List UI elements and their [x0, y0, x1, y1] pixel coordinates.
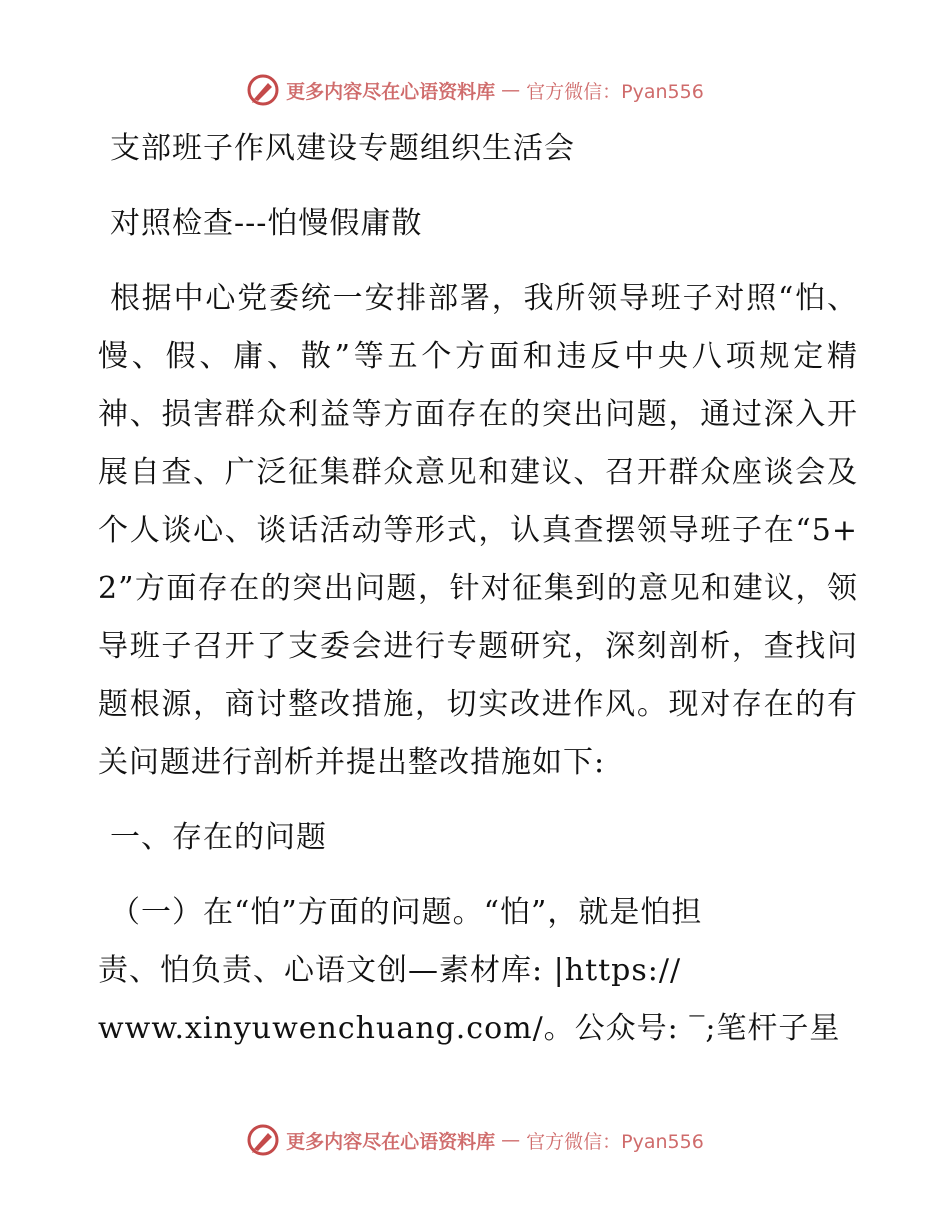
- subsection-line: 责、怕负责、心语文创—素材库: |https://: [98, 953, 682, 988]
- section-heading: 一、存在的问题: [110, 820, 327, 855]
- footer-banner-wechat: 官方微信：Pyan556: [526, 1130, 704, 1153]
- subsection-line: （一）在“怕”方面的问题。“怕”，就是怕担: [110, 895, 703, 930]
- document-body: [98, 120, 858, 1058]
- footer-watermark-banner: [0, 1120, 950, 1160]
- header-banner-separator: —: [501, 79, 521, 101]
- intro-paragraph: 根据中心党委统一安排部署，我所领导班子对照“怕、慢、假、庸、散”等五个方面和违反中央八项规定精神、损害群众利益等方面存在的突出问题，通过深入开展自查、广泛征集群众意见和建议、召开群众座谈会及个人谈心、谈话活动等形式，认真查摆领导班子在“5+2”方面存在的突出问题，针对征集到的意见和建议，领导班子召开了支委会进行专题研究，深刻剖析，查找问题根源，商讨整改措施，切实改进作风。现对存在的有关问题进行剖析并提出整改措施如下:: [98, 281, 858, 780]
- header-watermark-banner: [0, 70, 950, 110]
- subsection-line: www.xinyuwenchuang.com/。公众号: ‾;笔杆子星: [98, 1011, 841, 1046]
- footer-banner-separator: —: [501, 1129, 521, 1151]
- document-title-line-2: 对照检查---怕慢假庸散: [110, 206, 423, 241]
- pen-logo-icon: [246, 1123, 280, 1157]
- footer-banner-text: 更多内容尽在心语资料库: [286, 1130, 496, 1153]
- subsection-paragraph: [98, 884, 858, 1058]
- pen-logo-icon: [246, 73, 280, 107]
- header-banner-text: 更多内容尽在心语资料库: [286, 80, 496, 103]
- document-title-line-1: 支部班子作风建设专题组织生活会: [110, 131, 575, 166]
- header-banner-wechat: 官方微信：Pyan556: [526, 80, 704, 103]
